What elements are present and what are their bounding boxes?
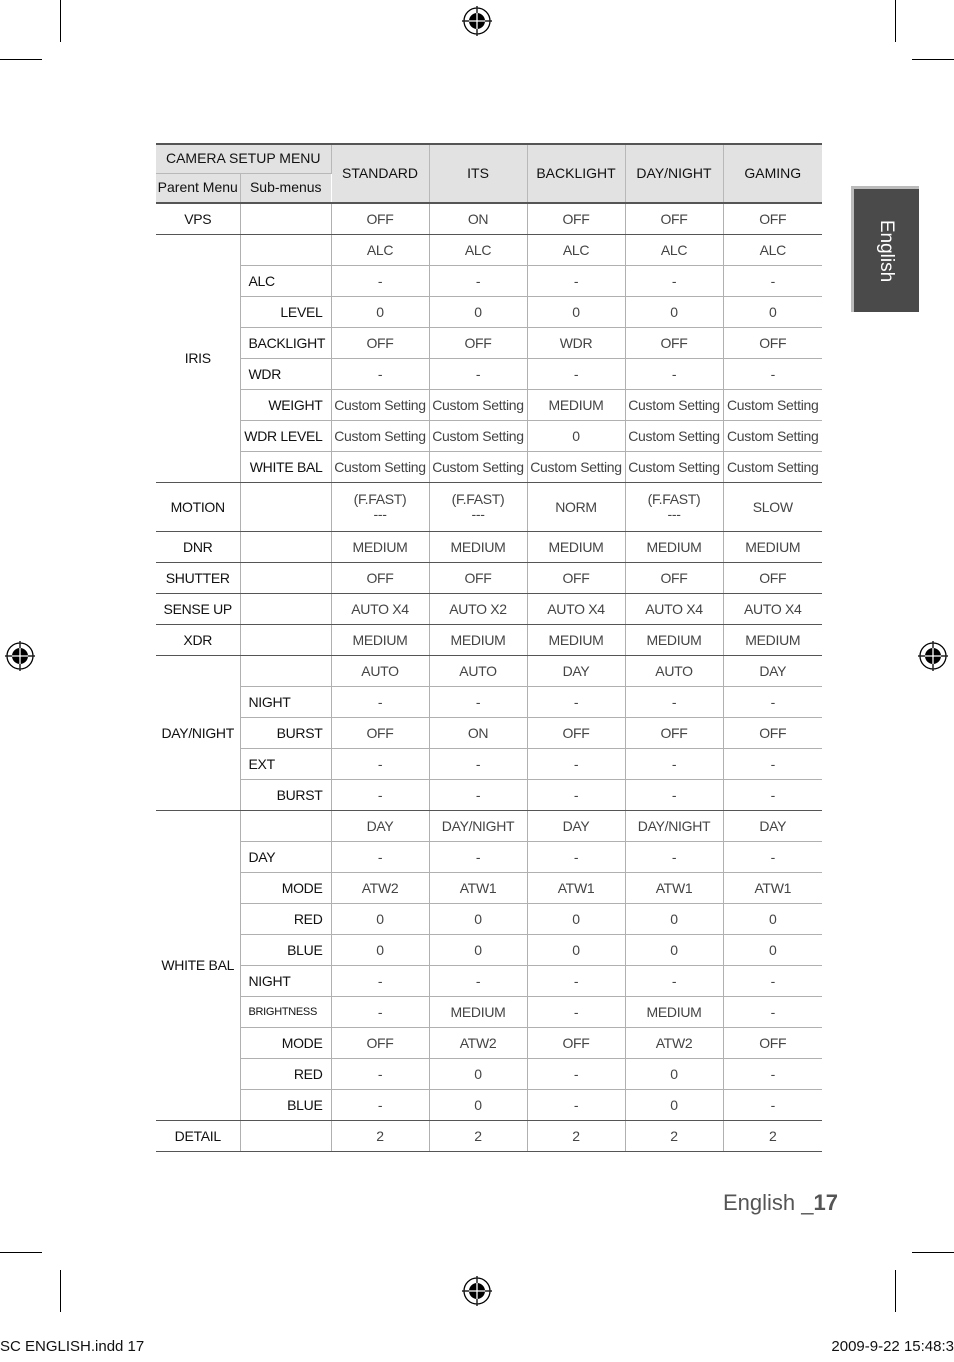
setting-value-cell: AUTO [331, 656, 429, 687]
sub-menu-cell: ALC [240, 266, 331, 297]
camera-setup-table [156, 143, 822, 1152]
setting-value-cell: 0 [625, 297, 723, 328]
sub-menu-cell: BRIGHTNESS [240, 997, 331, 1028]
setting-value-cell: 0 [331, 904, 429, 935]
setting-value-cell: OFF [331, 328, 429, 359]
sub-menu-cell: BACKLIGHT [240, 328, 331, 359]
setting-value-cell: - [625, 359, 723, 390]
setting-value-cell: Custom Setting [723, 452, 822, 483]
table-row [156, 594, 822, 625]
setting-value-cell: OFF [429, 563, 527, 594]
setting-value-cell: - [723, 780, 822, 811]
crop-mark [912, 1252, 954, 1253]
setting-value-cell: Custom Setting [723, 421, 822, 452]
setting-value-cell: ATW2 [625, 1028, 723, 1059]
setting-value-cell: ATW1 [527, 873, 625, 904]
table-row [156, 359, 822, 390]
setting-value-cell: DAY/NIGHT [625, 811, 723, 842]
setting-value-cell: MEDIUM [429, 532, 527, 563]
setting-value-cell: AUTO [429, 656, 527, 687]
setting-value-cell: OFF [723, 203, 822, 235]
registration-mark-icon [462, 6, 492, 36]
setting-value-cell: - [331, 997, 429, 1028]
setting-value-cell: - [331, 1059, 429, 1090]
setting-value-cell: OFF [527, 203, 625, 235]
setting-value-cell: - [625, 749, 723, 780]
sub-menu-cell [240, 563, 331, 594]
setting-value-cell: ALC [625, 235, 723, 266]
table-row [156, 328, 822, 359]
setting-value-cell: - [723, 842, 822, 873]
sub-menu-cell: RED [240, 1059, 331, 1090]
setting-value-cell: - [527, 359, 625, 390]
setting-value-cell: - [429, 687, 527, 718]
setting-value-cell: AUTO [625, 656, 723, 687]
setting-value-cell: AUTO X4 [625, 594, 723, 625]
setting-value-cell: 2 [723, 1121, 822, 1152]
sub-menu-cell: BLUE [240, 1090, 331, 1121]
setting-value-cell: (F.FAST) --- [331, 483, 429, 532]
sub-menus-header: Sub-menus [240, 173, 331, 203]
crop-mark [912, 59, 954, 60]
parent-menu-cell: SENSE UP [156, 594, 240, 625]
setting-value-cell: - [331, 842, 429, 873]
page-number [723, 1190, 838, 1216]
setting-value-cell: ATW1 [625, 873, 723, 904]
crop-mark [895, 0, 896, 42]
setting-value-cell: - [625, 780, 723, 811]
table-row [156, 297, 822, 328]
setting-value-cell: - [527, 842, 625, 873]
parent-menu-cell: IRIS [156, 235, 240, 483]
table-row [156, 842, 822, 873]
table-row [156, 483, 822, 532]
setting-value-cell: OFF [331, 1028, 429, 1059]
setting-value-cell: AUTO X4 [331, 594, 429, 625]
setting-value-cell: OFF [429, 328, 527, 359]
setting-value-cell: 2 [625, 1121, 723, 1152]
setting-value-cell: - [429, 266, 527, 297]
sub-menu-cell: RED [240, 904, 331, 935]
setting-value-cell: ATW1 [429, 873, 527, 904]
table-row [156, 1121, 822, 1152]
setting-value-cell: WDR [527, 328, 625, 359]
table-row [156, 1059, 822, 1090]
setting-value-cell: Custom Setting [429, 390, 527, 421]
sub-menu-cell [240, 594, 331, 625]
setting-value-cell: ALC [331, 235, 429, 266]
setting-value-cell: - [429, 359, 527, 390]
table-row [156, 997, 822, 1028]
setting-value-cell: 0 [429, 297, 527, 328]
setting-value-cell: Custom Setting [429, 452, 527, 483]
table-row [156, 687, 822, 718]
sub-menu-cell: WEIGHT [240, 390, 331, 421]
parent-menu-cell: SHUTTER [156, 563, 240, 594]
table-row [156, 266, 822, 297]
setting-value-cell: - [527, 1090, 625, 1121]
setting-value-cell: (F.FAST) --- [429, 483, 527, 532]
setting-value-cell: ATW1 [723, 873, 822, 904]
table-row [156, 563, 822, 594]
sub-menu-cell: MODE [240, 873, 331, 904]
sub-menu-cell: NIGHT [240, 687, 331, 718]
sub-menu-cell [240, 235, 331, 266]
setting-value-cell: - [331, 780, 429, 811]
setting-value-cell: Custom Setting [723, 390, 822, 421]
setting-value-cell: - [331, 359, 429, 390]
setting-value-cell: 0 [527, 935, 625, 966]
setting-value-cell: 0 [723, 935, 822, 966]
setting-value-cell: 0 [527, 904, 625, 935]
parent-menu-cell: VPS [156, 203, 240, 235]
language-side-tab-label: English [876, 219, 897, 283]
setting-value-cell: - [527, 780, 625, 811]
setting-value-cell: - [723, 359, 822, 390]
sub-menu-cell: BURST [240, 718, 331, 749]
sub-menu-cell: EXT [240, 749, 331, 780]
setting-value-cell: - [527, 266, 625, 297]
crop-mark [0, 59, 42, 60]
table-body [156, 203, 822, 1152]
setting-value-cell: MEDIUM [331, 625, 429, 656]
page-number-label: English _ [723, 1190, 814, 1215]
setting-value-cell: 0 [625, 935, 723, 966]
setting-value-cell: - [723, 266, 822, 297]
setting-value-cell: MEDIUM [723, 625, 822, 656]
setting-value-cell: ON [429, 718, 527, 749]
table-row [156, 1028, 822, 1059]
setting-value-cell: OFF [625, 203, 723, 235]
setting-value-cell: - [625, 966, 723, 997]
table-row [156, 235, 822, 266]
setting-value-cell: Custom Setting [527, 452, 625, 483]
parent-menu-cell: DETAIL [156, 1121, 240, 1152]
sub-menu-cell: WHITE BAL [240, 452, 331, 483]
sub-menu-cell: BLUE [240, 935, 331, 966]
setting-value-cell: MEDIUM [625, 625, 723, 656]
setting-value-cell: - [527, 997, 625, 1028]
setting-value-cell: ATW2 [429, 1028, 527, 1059]
sub-menu-cell: NIGHT [240, 966, 331, 997]
sub-menu-cell [240, 656, 331, 687]
setting-value-cell: - [429, 780, 527, 811]
sub-menu-cell: MODE [240, 1028, 331, 1059]
setting-value-cell: 0 [625, 1090, 723, 1121]
setting-value-cell: Custom Setting [625, 421, 723, 452]
sub-menu-cell: WDR [240, 359, 331, 390]
setting-value-cell: DAY [527, 811, 625, 842]
mode-header-its: ITS [429, 144, 527, 203]
registration-mark-icon [918, 641, 948, 671]
setting-value-cell: 0 [527, 297, 625, 328]
setting-value-cell: - [527, 687, 625, 718]
setting-value-cell: OFF [723, 718, 822, 749]
table-row [156, 718, 822, 749]
sub-menu-cell: BURST [240, 780, 331, 811]
setting-value-cell: MEDIUM [429, 625, 527, 656]
setting-value-cell: OFF [331, 203, 429, 235]
registration-mark-icon [462, 1276, 492, 1306]
setting-value-cell: - [723, 997, 822, 1028]
setting-value-cell: - [429, 842, 527, 873]
setting-value-cell: 0 [625, 1059, 723, 1090]
language-side-tab [851, 186, 919, 312]
setting-value-cell: OFF [527, 718, 625, 749]
setting-value-cell: ALC [527, 235, 625, 266]
setting-value-cell: AUTO X4 [527, 594, 625, 625]
setting-value-cell: Custom Setting [625, 390, 723, 421]
setting-value-cell: 0 [625, 904, 723, 935]
crop-mark [60, 1270, 61, 1312]
parent-menu-cell: MOTION [156, 483, 240, 532]
table-row [156, 780, 822, 811]
setting-value-cell: - [625, 842, 723, 873]
print-timestamp: 2009-9-22 15:48:3 [831, 1338, 954, 1355]
setting-value-cell: Custom Setting [331, 452, 429, 483]
sub-menu-cell [240, 1121, 331, 1152]
setting-value-cell: (F.FAST) --- [625, 483, 723, 532]
setting-value-cell: 0 [429, 1090, 527, 1121]
setting-value-cell: DAY [723, 656, 822, 687]
table-row [156, 625, 822, 656]
setting-value-cell: - [723, 1059, 822, 1090]
setting-value-cell: - [625, 687, 723, 718]
setting-value-cell: NORM [527, 483, 625, 532]
sub-menu-cell: WDR LEVEL [240, 421, 331, 452]
setting-value-cell: - [331, 1090, 429, 1121]
setting-value-cell: Custom Setting [331, 421, 429, 452]
crop-mark [60, 0, 61, 42]
table-row [156, 452, 822, 483]
table-row [156, 811, 822, 842]
parent-menu-cell: DNR [156, 532, 240, 563]
sub-menu-cell: LEVEL [240, 297, 331, 328]
setting-value-cell: - [625, 266, 723, 297]
setting-value-cell: OFF [527, 563, 625, 594]
setting-value-cell: - [527, 966, 625, 997]
setting-value-cell: OFF [331, 563, 429, 594]
setting-value-cell: - [723, 966, 822, 997]
table-row [156, 532, 822, 563]
setting-value-cell: - [331, 266, 429, 297]
table-row [156, 749, 822, 780]
table-row [156, 656, 822, 687]
table-row [156, 935, 822, 966]
setting-value-cell: OFF [723, 563, 822, 594]
parent-menu-cell: DAY/NIGHT [156, 656, 240, 811]
setting-value-cell: MEDIUM [429, 997, 527, 1028]
setting-value-cell: 0 [429, 935, 527, 966]
setting-value-cell: MEDIUM [625, 532, 723, 563]
setting-value-cell: Custom Setting [429, 421, 527, 452]
setting-value-cell: 2 [527, 1121, 625, 1152]
setting-value-cell: DAY [723, 811, 822, 842]
setting-value-cell: 0 [527, 421, 625, 452]
setting-value-cell: Custom Setting [331, 390, 429, 421]
crop-mark [895, 1270, 896, 1312]
table-row [156, 421, 822, 452]
setting-value-cell: OFF [625, 563, 723, 594]
setting-value-cell: 2 [429, 1121, 527, 1152]
mode-header-standard: STANDARD [331, 144, 429, 203]
parent-menu-cell: XDR [156, 625, 240, 656]
setting-value-cell: 0 [723, 297, 822, 328]
setting-value-cell: AUTO X4 [723, 594, 822, 625]
table-row [156, 904, 822, 935]
crop-mark [0, 1252, 42, 1253]
parent-menu-cell: WHITE BAL [156, 811, 240, 1121]
mode-header-day-night: DAY/NIGHT [625, 144, 723, 203]
setting-value-cell: 0 [331, 935, 429, 966]
setting-value-cell: MEDIUM [723, 532, 822, 563]
sub-menu-cell [240, 625, 331, 656]
print-file-label: SC ENGLISH.indd 17 [0, 1338, 145, 1355]
setting-value-cell: - [527, 1059, 625, 1090]
setting-value-cell: Custom Setting [625, 452, 723, 483]
mode-header-gaming: GAMING [723, 144, 822, 203]
setting-value-cell: ON [429, 203, 527, 235]
setting-value-cell: MEDIUM [331, 532, 429, 563]
setting-value-cell: - [331, 749, 429, 780]
setting-value-cell: OFF [625, 718, 723, 749]
setting-value-cell: OFF [625, 328, 723, 359]
page-number-value: 17 [813, 1190, 838, 1215]
setting-value-cell: MEDIUM [527, 532, 625, 563]
setting-value-cell: - [527, 749, 625, 780]
setting-value-cell: ATW2 [331, 873, 429, 904]
setting-value-cell: MEDIUM [527, 390, 625, 421]
table-row [156, 873, 822, 904]
setting-value-cell: OFF [331, 718, 429, 749]
setting-value-cell: - [723, 749, 822, 780]
setting-value-cell: OFF [723, 328, 822, 359]
setting-value-cell: - [429, 966, 527, 997]
setting-value-cell: - [723, 687, 822, 718]
setting-value-cell: ALC [723, 235, 822, 266]
registration-mark-icon [5, 641, 35, 671]
setting-value-cell: - [331, 966, 429, 997]
setting-value-cell: 0 [723, 904, 822, 935]
mode-header-backlight: BACKLIGHT [527, 144, 625, 203]
setting-value-cell: ALC [429, 235, 527, 266]
setting-value-cell: - [723, 1090, 822, 1121]
setting-value-cell: OFF [527, 1028, 625, 1059]
table-row [156, 966, 822, 997]
setting-value-cell: MEDIUM [527, 625, 625, 656]
table-row [156, 390, 822, 421]
setting-value-cell: DAY/NIGHT [429, 811, 527, 842]
setting-value-cell: 0 [429, 1059, 527, 1090]
setting-value-cell: - [429, 749, 527, 780]
sub-menu-cell [240, 811, 331, 842]
setting-value-cell: DAY [331, 811, 429, 842]
setting-value-cell: AUTO X2 [429, 594, 527, 625]
parent-menu-header: Parent Menu [156, 173, 240, 203]
table-row [156, 203, 822, 235]
setting-value-cell: DAY [527, 656, 625, 687]
sub-menu-cell [240, 483, 331, 532]
setting-value-cell: MEDIUM [625, 997, 723, 1028]
setting-value-cell: SLOW [723, 483, 822, 532]
setting-value-cell: 0 [429, 904, 527, 935]
sub-menu-cell [240, 532, 331, 563]
setting-value-cell: - [331, 687, 429, 718]
setting-value-cell: 0 [331, 297, 429, 328]
sub-menu-cell [240, 203, 331, 235]
camera-setup-menu-header: CAMERA SETUP MENU [156, 144, 331, 173]
setting-value-cell: OFF [723, 1028, 822, 1059]
setting-value-cell: 2 [331, 1121, 429, 1152]
table-row [156, 1090, 822, 1121]
sub-menu-cell: DAY [240, 842, 331, 873]
